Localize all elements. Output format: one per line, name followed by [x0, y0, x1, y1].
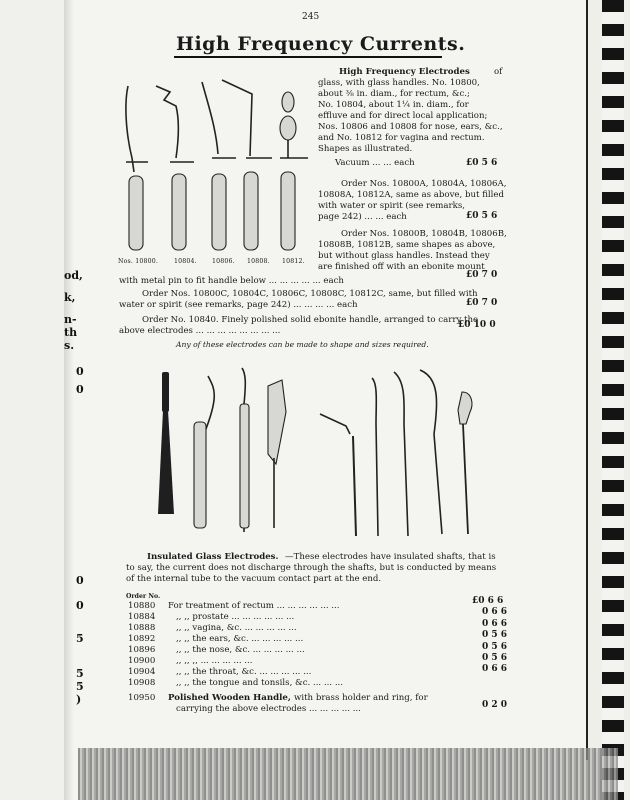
- hf-line: effluve and for direct local application;: [318, 111, 488, 121]
- insulated-line: —These electrodes have insulated shafts, that is: [285, 552, 496, 562]
- hf-line: glass, with glass handles. No. 10800,: [318, 78, 480, 88]
- electrode-illustration-top: [112, 74, 324, 258]
- order-d-line: Order No. 10840. Finely polished solid ebonite handle, arranged to carry the: [142, 315, 479, 325]
- electrode-10806: [202, 82, 236, 250]
- electrode-illustration-insulated: [150, 364, 490, 544]
- hf-line: Shapes as illustrated.: [318, 144, 413, 154]
- row-price: 0 5 6: [482, 653, 508, 663]
- row-number: 10904: [128, 667, 156, 677]
- order-b-line: but without glass handles. Instead they: [318, 251, 490, 261]
- row-price: £0 6 6: [472, 596, 504, 606]
- margin-fragment: 0: [76, 574, 84, 587]
- caption-10812: 10812.: [282, 258, 305, 265]
- electrode-10804: [156, 86, 194, 250]
- scanner-edge-pattern: [602, 0, 624, 800]
- row-number: 10908: [128, 678, 156, 688]
- caption-10808: 10808.: [247, 258, 270, 265]
- row-number: 10880: [128, 601, 156, 611]
- row-price: 0 6 6: [482, 619, 508, 629]
- margin-fragment: th: [64, 326, 78, 339]
- page-edge-rule: [586, 0, 588, 760]
- row-price: 0 6 6: [482, 664, 508, 674]
- margin-fragment: s.: [64, 339, 75, 352]
- order-b-line: Order Nos. 10800B, 10804B, 10806B,: [341, 229, 507, 239]
- insulated-heading: Insulated Glass Electrodes.: [147, 552, 279, 562]
- order-a-line: 10808A, 10812A, same as above, but filled: [318, 190, 505, 200]
- insulated-line: of the internal tube to the vacuum contact part at the end.: [126, 574, 382, 584]
- row-number: 10892: [128, 634, 156, 644]
- page-number: 245: [302, 12, 320, 22]
- margin-fragment: 5: [76, 632, 84, 645]
- order-b-line: are finished off with an ebonite mount: [318, 262, 485, 272]
- margin-fragment: 0: [76, 365, 84, 378]
- order-a-price: £0 5 6: [466, 211, 498, 221]
- margin-fragment: ): [76, 693, 82, 706]
- order-b-line: 10808B, 10812B, same shapes as above,: [318, 240, 496, 250]
- hf-line: Nos. 10806 and 10808 for nose, ears, &c.,: [318, 122, 503, 132]
- row-description: ,, ,, ,, ... ... ... ... ...: [176, 656, 253, 666]
- order-d-line: above electrodes ... ... ... ... ... ... ... ...: [119, 326, 281, 336]
- row-price: 0 5 6: [482, 642, 508, 652]
- row-number: 10884: [128, 612, 156, 622]
- row-description: For treatment of rectum ... ... ... ... ... ...: [168, 601, 340, 611]
- margin-fragment: 5: [76, 667, 84, 680]
- row-number: 10900: [128, 656, 156, 666]
- insulated-line: to say, the current does not discharge through the shafts, but is conducted by means: [126, 563, 497, 573]
- row-description: ,, ,, the ears, &c. ... ... ... ... ...: [176, 634, 304, 644]
- electrode-10808: [222, 80, 272, 250]
- order-no-header: Order No.: [126, 593, 161, 600]
- margin-fragment: 0: [76, 599, 84, 612]
- margin-fragment: n-: [64, 313, 77, 326]
- order-a-line: Order Nos. 10800A, 10804A, 10806A,: [341, 179, 507, 189]
- electrode-10800: [126, 86, 148, 250]
- binding-shadow: [64, 0, 74, 800]
- row-price: 0 6 6: [482, 607, 508, 617]
- left-margin: [0, 0, 64, 800]
- row-description: ,, ,, the throat, &c. ... ... ... ... ...: [176, 667, 312, 677]
- handle-title: Polished Wooden Handle,: [168, 693, 291, 703]
- margin-fragment: 0: [76, 383, 84, 396]
- hf-line: and No. 10812 for vagina and rectum.: [318, 133, 485, 143]
- margin-fragment: k,: [64, 291, 76, 304]
- hf-heading: High Frequency Electrodes: [339, 67, 470, 77]
- order-a-line: page 242) ... ... each: [318, 212, 407, 222]
- title-underline: [174, 56, 442, 58]
- vacuum-line: Vacuum ... ... each: [335, 158, 415, 168]
- scan-bottom-noise: [78, 748, 618, 800]
- caption-10800: Nos. 10800.: [118, 258, 159, 265]
- row-description: ,, ,, the nose, &c. ... ... ... ... ...: [176, 645, 305, 655]
- order-b-price: £0 7 0: [466, 270, 498, 280]
- shape-note: Any of these electrodes can be made to shape and sizes required.: [176, 340, 429, 349]
- margin-fragment: od,: [64, 269, 83, 282]
- row-number: 10896: [128, 645, 156, 655]
- margin-fragment: 5: [76, 680, 84, 693]
- caption-10804: 10804.: [174, 258, 197, 265]
- order-a-line: with water or spirit (see remarks,: [318, 201, 465, 211]
- hf-line: No. 10804, about 1¼ in. diam., for: [318, 100, 469, 110]
- handle-desc-line2: carrying the above electrodes ... ... ... ... ...: [176, 704, 361, 714]
- row-description: ,, ,, vagina, &c. ... ... ... ... ...: [176, 623, 297, 633]
- row-number: 10888: [128, 623, 156, 633]
- order-c-price: £0 7 0: [466, 298, 498, 308]
- row-description: ,, ,, prostate ... ... ... ... ... ...: [176, 612, 295, 622]
- row-description: ,, ,, the tongue and tonsils, &c. ... ... ...: [176, 678, 344, 688]
- order-c-line: Order Nos. 10800C, 10804C, 10806C, 10808C, 10812C, same, but filled with: [142, 289, 478, 299]
- page-title: High Frequency Currents.: [176, 33, 466, 55]
- caption-10806: 10806.: [212, 258, 235, 265]
- handle-number: 10950: [128, 693, 156, 703]
- vacuum-price: £0 5 6: [466, 158, 498, 168]
- order-c-line: water or spirit (see remarks, page 242) ... ... ... ... each: [119, 300, 358, 310]
- order-d-price: £0 10 0: [458, 320, 496, 330]
- electrode-10812: [280, 92, 308, 250]
- handle-price: 0 2 0: [482, 700, 508, 710]
- row-price: 0 5 6: [482, 630, 508, 640]
- hf-line: about ⅜ in. diam., for rectum, &c.;: [318, 89, 470, 99]
- handle-desc: with brass holder and ring, for: [294, 693, 428, 703]
- hf-line: of: [494, 67, 503, 77]
- order-b-tail: with metal pin to fit handle below ... ... ... ... ... each: [119, 276, 344, 286]
